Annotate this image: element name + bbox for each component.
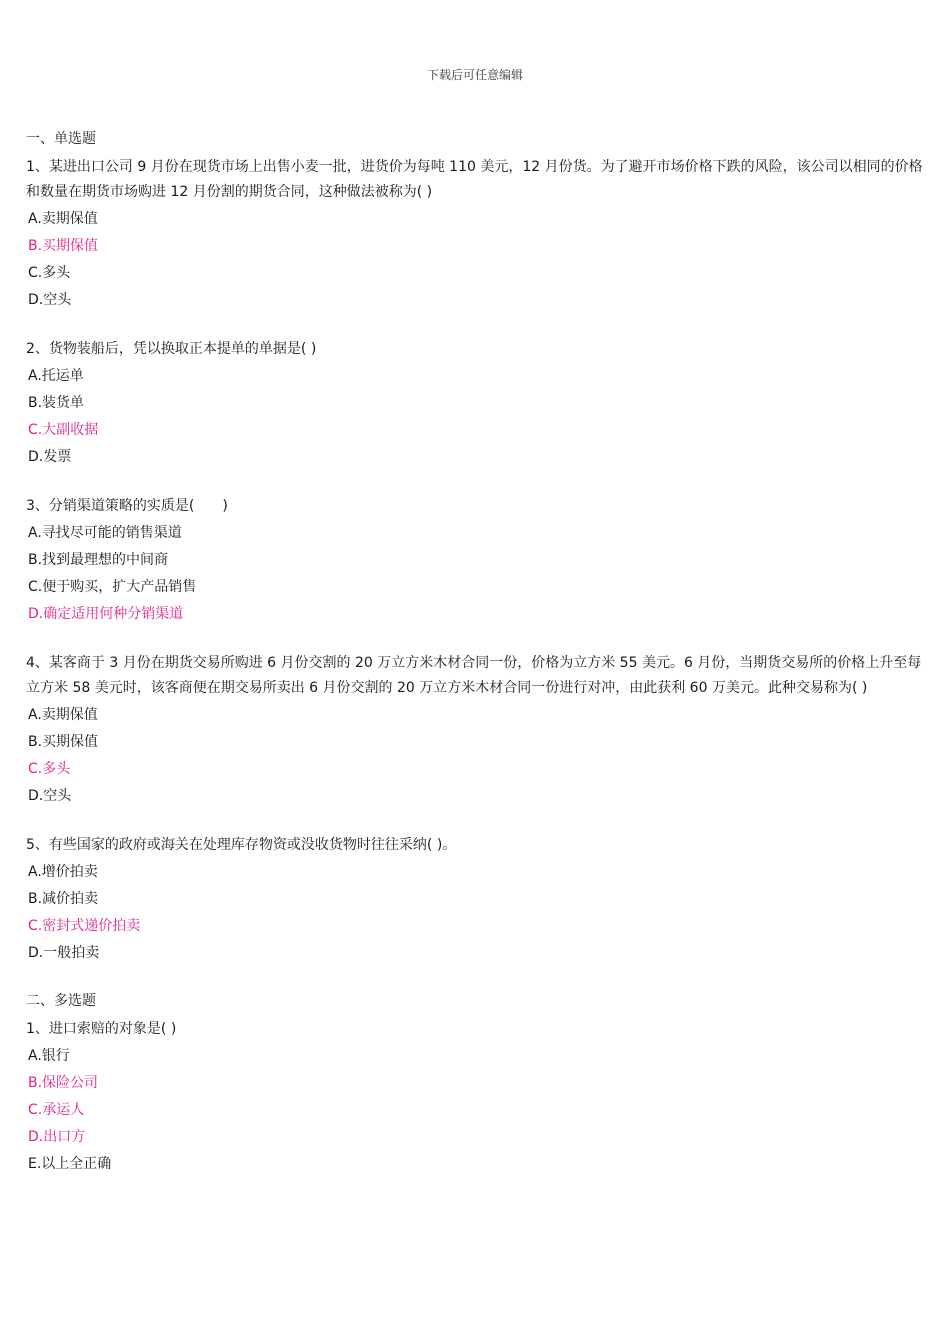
answer-option-correct: C.密封式递价拍卖	[28, 918, 141, 934]
question	[26, 833, 926, 964]
question	[26, 1017, 926, 1175]
answer-option: A.增价拍卖	[28, 864, 98, 880]
answer-option: B.买期保值	[28, 734, 99, 750]
answer-option: C.便于购买，扩大产品销售	[28, 579, 197, 595]
section-title: 二、多选题	[26, 993, 96, 1009]
answer-option-correct: C.大副收据	[28, 422, 99, 438]
answer-option: B.找到最理想的中间商	[28, 552, 169, 568]
answer-option: C.多头	[28, 265, 71, 281]
answer-option: B.装货单	[28, 395, 85, 411]
question	[26, 155, 926, 311]
answer-option-correct: B.保险公司	[28, 1075, 99, 1091]
answer-option: D.空头	[28, 788, 72, 804]
question-stem: 1、某进出口公司 9 月份在现货市场上出售小麦一批，进货价为每吨 110 美元，12 月份货。为了避开市场价格下跌的风险，该公司以相同的价格和数量在期货市场购进 12 月份割的期货合同，这种做法被称为( )	[26, 159, 923, 200]
answer-option-correct: C.承运人	[28, 1102, 85, 1118]
answer-option: A.卖期保值	[28, 211, 98, 227]
answer-option: B.减价拍卖	[28, 891, 99, 907]
section-title: 一、单选题	[26, 131, 96, 147]
answer-option-correct: D.确定适用何种分销渠道	[28, 606, 184, 622]
answer-option: A.银行	[28, 1048, 70, 1064]
answer-option-correct: D.出口方	[28, 1129, 86, 1145]
section	[26, 128, 926, 964]
question-stem: 3、分销渠道策略的实质是( )	[26, 498, 228, 514]
question	[26, 651, 926, 807]
answer-option: A.卖期保值	[28, 707, 98, 723]
answer-option: D.空头	[28, 292, 72, 308]
answer-option-correct: B.买期保值	[28, 238, 99, 254]
answer-option: D.一般拍卖	[28, 945, 100, 961]
answer-option: A.托运单	[28, 368, 84, 384]
question	[26, 337, 926, 468]
question-stem: 5、有些国家的政府或海关在处理库存物资或没收货物时往往采纳( )。	[26, 837, 457, 853]
answer-option-correct: C.多头	[28, 761, 71, 777]
section	[26, 990, 926, 1175]
question-stem: 4、某客商于 3 月份在期货交易所购进 6 月份交割的 20 万立方米木材合同一份，价格为立方米 55 美元。6 月份，当期货交易所的价格上升至每立方米 58 美元时，该客商便在期交易所卖出 6 月份交割的 20 万立方米木材合同一份进行对冲，由此获利 60 万美元。此种交易称为( )	[26, 655, 922, 696]
answer-option: D.发票	[28, 449, 72, 465]
page-header: 下载后可任意编辑	[426, 68, 523, 82]
answer-option: E.以上全正确	[28, 1156, 112, 1172]
question-stem: 1、进口索赔的对象是( )	[26, 1021, 177, 1037]
answer-option: A.寻找尽可能的销售渠道	[28, 525, 182, 541]
question-stem: 2、货物装船后，凭以换取正本提单的单据是( )	[26, 341, 317, 357]
exam-content	[26, 128, 926, 1201]
question	[26, 494, 926, 625]
